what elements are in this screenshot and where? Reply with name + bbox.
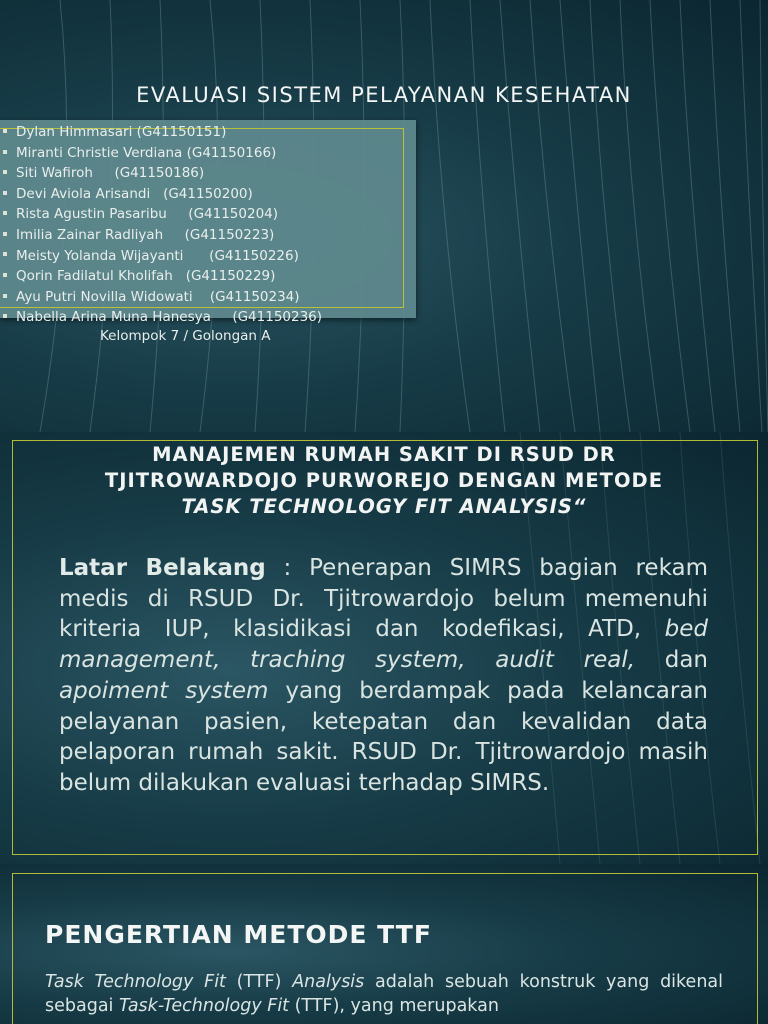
slide-heading: PENGERTIAN METODE TTF [45,920,432,949]
text-run: adalah sebuah konstruk yang dikenal sebagai [45,972,723,1016]
bullet-marker [3,252,7,256]
definition-slide [0,864,768,1024]
bullet-marker [3,150,7,154]
heading-line: MANAJEMEN RUMAH SAKIT DI RSUD DR [152,443,616,466]
member-item: Imilia Zainar Radliyah (G41150223) [16,226,275,243]
bullet-marker [3,129,7,133]
background-slide [0,432,768,864]
text-run: (TTF) [225,972,293,992]
italic-run: Task-Technology Fit [118,996,290,1016]
heading-line: TJITROWARDOJO PURWOREJO DENGAN METODE [104,469,664,492]
member-item: Nabella Arina Muna Hanesya (G41150236) [16,309,323,326]
background-paragraph [59,553,708,799]
bullet-marker [3,211,7,215]
text-run: yang berdampak pada kelancaran pelayanan pasien, ketepatan dan kevalidan data pelaporan rumah sakit. RSUD Dr. Tjitrowardojo masih belum dilakukan evaluasi terhadap SIMRS. [59,677,708,796]
text-run: : [265,555,310,581]
member-item: Miranti Christie Verdiana (G41150166) [16,144,277,161]
member-item: Qorin Fadilatul Kholifah (G41150229) [16,268,276,285]
italic-run: apoiment system [59,677,269,704]
bullet-marker [3,314,7,318]
italic-run: bed management, traching system, audit real, [59,616,708,674]
member-item: Meisty Yolanda Wijayanti (G41150226) [16,247,299,264]
bullet-marker [3,191,7,195]
member-item: Siti Wafiroh (G41150186) [16,165,205,182]
slide-title: EVALUASI SISTEM PELAYANAN KESEHATAN [136,83,632,107]
italic-run: Analysis [292,972,365,992]
bullet-marker [3,170,7,174]
heading-line: TASK TECHNOLOGY FIT ANALYSIS“ [181,495,587,518]
member-list [16,122,322,328]
bullet-marker [3,232,7,236]
bullet-marker [3,273,7,277]
text-run: Penerapan SIMRS bagian rekam medis di RSUD Dr. Tjitrowardojo belum memenuhi kriteria IUP, klasidikasi dan kodefikasi, ATD, [59,555,708,643]
italic-run: Task Technology Fit [45,972,226,992]
text-run: dan [635,647,708,674]
member-item: Devi Aviola Arisandi (G41150200) [16,185,253,202]
slide-heading [40,442,728,520]
text-run: (TTF), yang merupakan [289,996,499,1016]
title-slide [0,0,768,432]
member-item: Ayu Putri Novilla Widowati (G41150234) [16,288,300,305]
group-label: Kelompok 7 / Golongan A [100,328,271,344]
member-item: Dylan Himmasari (G41150151) [16,124,227,140]
definition-paragraph [45,970,723,1018]
member-item: Rista Agustin Pasaribu (G41150204) [16,206,279,223]
background-label: Latar Belakang [59,555,266,581]
bullet-marker [3,294,7,298]
